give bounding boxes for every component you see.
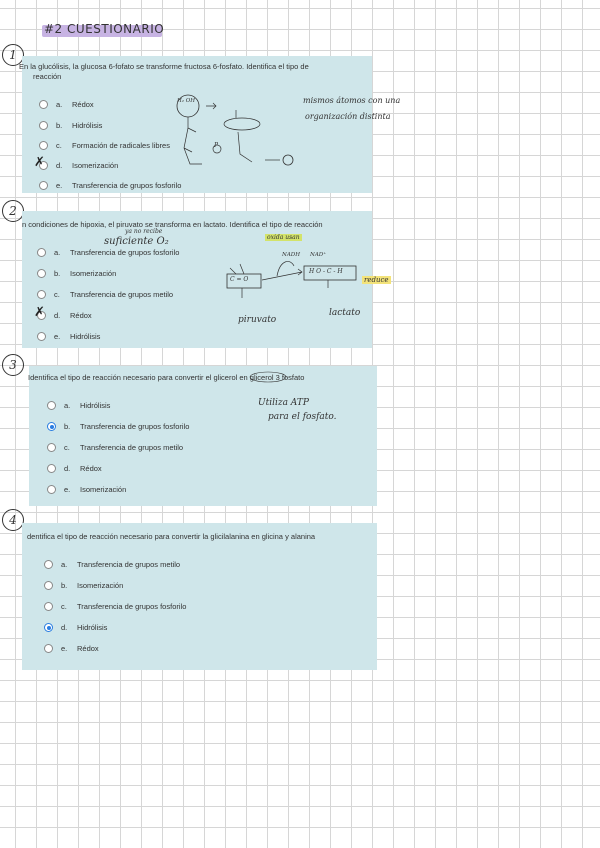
option-2c[interactable]: c. Transferencia de grupos metilo bbox=[37, 290, 173, 299]
option-4d[interactable]: d. Hidrólisis bbox=[44, 623, 107, 632]
option-4e[interactable]: e. Rédox bbox=[44, 644, 99, 653]
radio-button[interactable] bbox=[47, 443, 56, 452]
option-1c[interactable]: c. Formación de radicales libres bbox=[39, 141, 170, 150]
note-3-line2: para el fosfato. bbox=[268, 412, 337, 422]
option-4a[interactable]: a. Transferencia de grupos metilo bbox=[44, 560, 180, 569]
question-card-3 bbox=[29, 366, 377, 506]
question-text-2: n condiciones de hipoxia, el piruvato se transforma en lactato. Identifica el tipo de reacción bbox=[22, 220, 323, 229]
radio-button-selected[interactable] bbox=[47, 422, 56, 431]
note-2-big: suficiente O₂ bbox=[104, 236, 169, 247]
question-text-4: dentifica el tipo de reacción necesario para convertir la glicilalanina en glicina y alanina bbox=[27, 532, 316, 541]
option-2e[interactable]: e. Hidrólisis bbox=[37, 332, 100, 341]
question-number-3: 3 bbox=[2, 354, 24, 376]
option-3a[interactable]: a. Hidrólisis bbox=[47, 401, 110, 410]
radio-button[interactable] bbox=[47, 401, 56, 410]
diagram-hydroxyl: H O - C - H bbox=[309, 268, 343, 275]
note-1-line1: mismos átomos con una bbox=[303, 96, 401, 105]
note-3-line1: Utiliza ATP bbox=[258, 398, 309, 408]
option-4b[interactable]: b. Isomerización bbox=[44, 581, 123, 590]
option-1a[interactable]: a. Rédox bbox=[39, 100, 94, 109]
radio-button[interactable] bbox=[47, 485, 56, 494]
radio-button[interactable] bbox=[47, 464, 56, 473]
circled-word-mark bbox=[248, 370, 288, 382]
question-text-1: En la glucólisis, la glucosa 6-fofato se transforme fructosa 6-fosfato. Identifica el tipo de reacción bbox=[19, 62, 309, 81]
question-number-1: 1 bbox=[2, 44, 24, 66]
question-text-3: Identifica el tipo de reacción necesario para convertir el glicerol en glicerol 3 fosfato bbox=[28, 373, 305, 382]
radio-button[interactable] bbox=[37, 269, 46, 278]
note-1-line2: organización distinta bbox=[305, 112, 391, 121]
highlight-note-yellow: reduce bbox=[364, 276, 389, 284]
page-title: #2 CUESTIONARIO bbox=[44, 22, 165, 36]
radio-button[interactable] bbox=[39, 100, 48, 109]
option-1d[interactable]: d. Isomerización bbox=[39, 161, 118, 170]
option-4c[interactable]: c. Transferencia de grupos fosforilo bbox=[44, 602, 186, 611]
radio-button[interactable] bbox=[44, 581, 53, 590]
handwritten-x-mark: ✗ bbox=[34, 155, 45, 170]
radio-button[interactable] bbox=[39, 181, 48, 190]
question-number-2: 2 bbox=[2, 200, 24, 222]
highlight-note-green: oxida usan bbox=[267, 234, 300, 241]
option-3b[interactable]: b. Transferencia de grupos fosforilo bbox=[47, 422, 189, 431]
option-2a[interactable]: a. Transferencia de grupos fosforilo bbox=[37, 248, 179, 257]
handwritten-x-mark: ✗ bbox=[34, 305, 45, 320]
diagram-label-phosphate: P bbox=[214, 142, 219, 149]
radio-button[interactable] bbox=[39, 141, 48, 150]
diagram-label-ring: H₂ OH bbox=[177, 98, 196, 104]
radio-button[interactable] bbox=[37, 248, 46, 257]
option-3c[interactable]: c. Transferencia de grupos metilo bbox=[47, 443, 183, 452]
option-2b[interactable]: b. Isomerización bbox=[37, 269, 116, 278]
radio-button[interactable] bbox=[44, 560, 53, 569]
radio-button-selected[interactable] bbox=[44, 623, 53, 632]
question-number-4: 4 bbox=[2, 509, 24, 531]
label-lactate: lactato bbox=[329, 308, 361, 318]
label-nadh: NADH bbox=[282, 252, 300, 258]
question-card-4 bbox=[22, 523, 377, 670]
option-3e[interactable]: e. Isomerización bbox=[47, 485, 126, 494]
option-3d[interactable]: d. Rédox bbox=[47, 464, 102, 473]
option-1e[interactable]: e. Transferencia de grupos fosforilo bbox=[39, 181, 181, 190]
label-pyruvate: piruvato bbox=[238, 315, 277, 325]
radio-button[interactable] bbox=[44, 602, 53, 611]
note-2-small: ya no recibe bbox=[125, 228, 163, 235]
radio-button[interactable] bbox=[39, 121, 48, 130]
diagram-carbonyl: C = O bbox=[230, 276, 249, 283]
option-2d[interactable]: d. Rédox bbox=[37, 311, 92, 320]
label-nad: NAD⁺ bbox=[310, 252, 327, 258]
option-1b[interactable]: b. Hidrólisis bbox=[39, 121, 102, 130]
radio-button[interactable] bbox=[37, 290, 46, 299]
radio-button[interactable] bbox=[44, 644, 53, 653]
radio-button[interactable] bbox=[37, 332, 46, 341]
